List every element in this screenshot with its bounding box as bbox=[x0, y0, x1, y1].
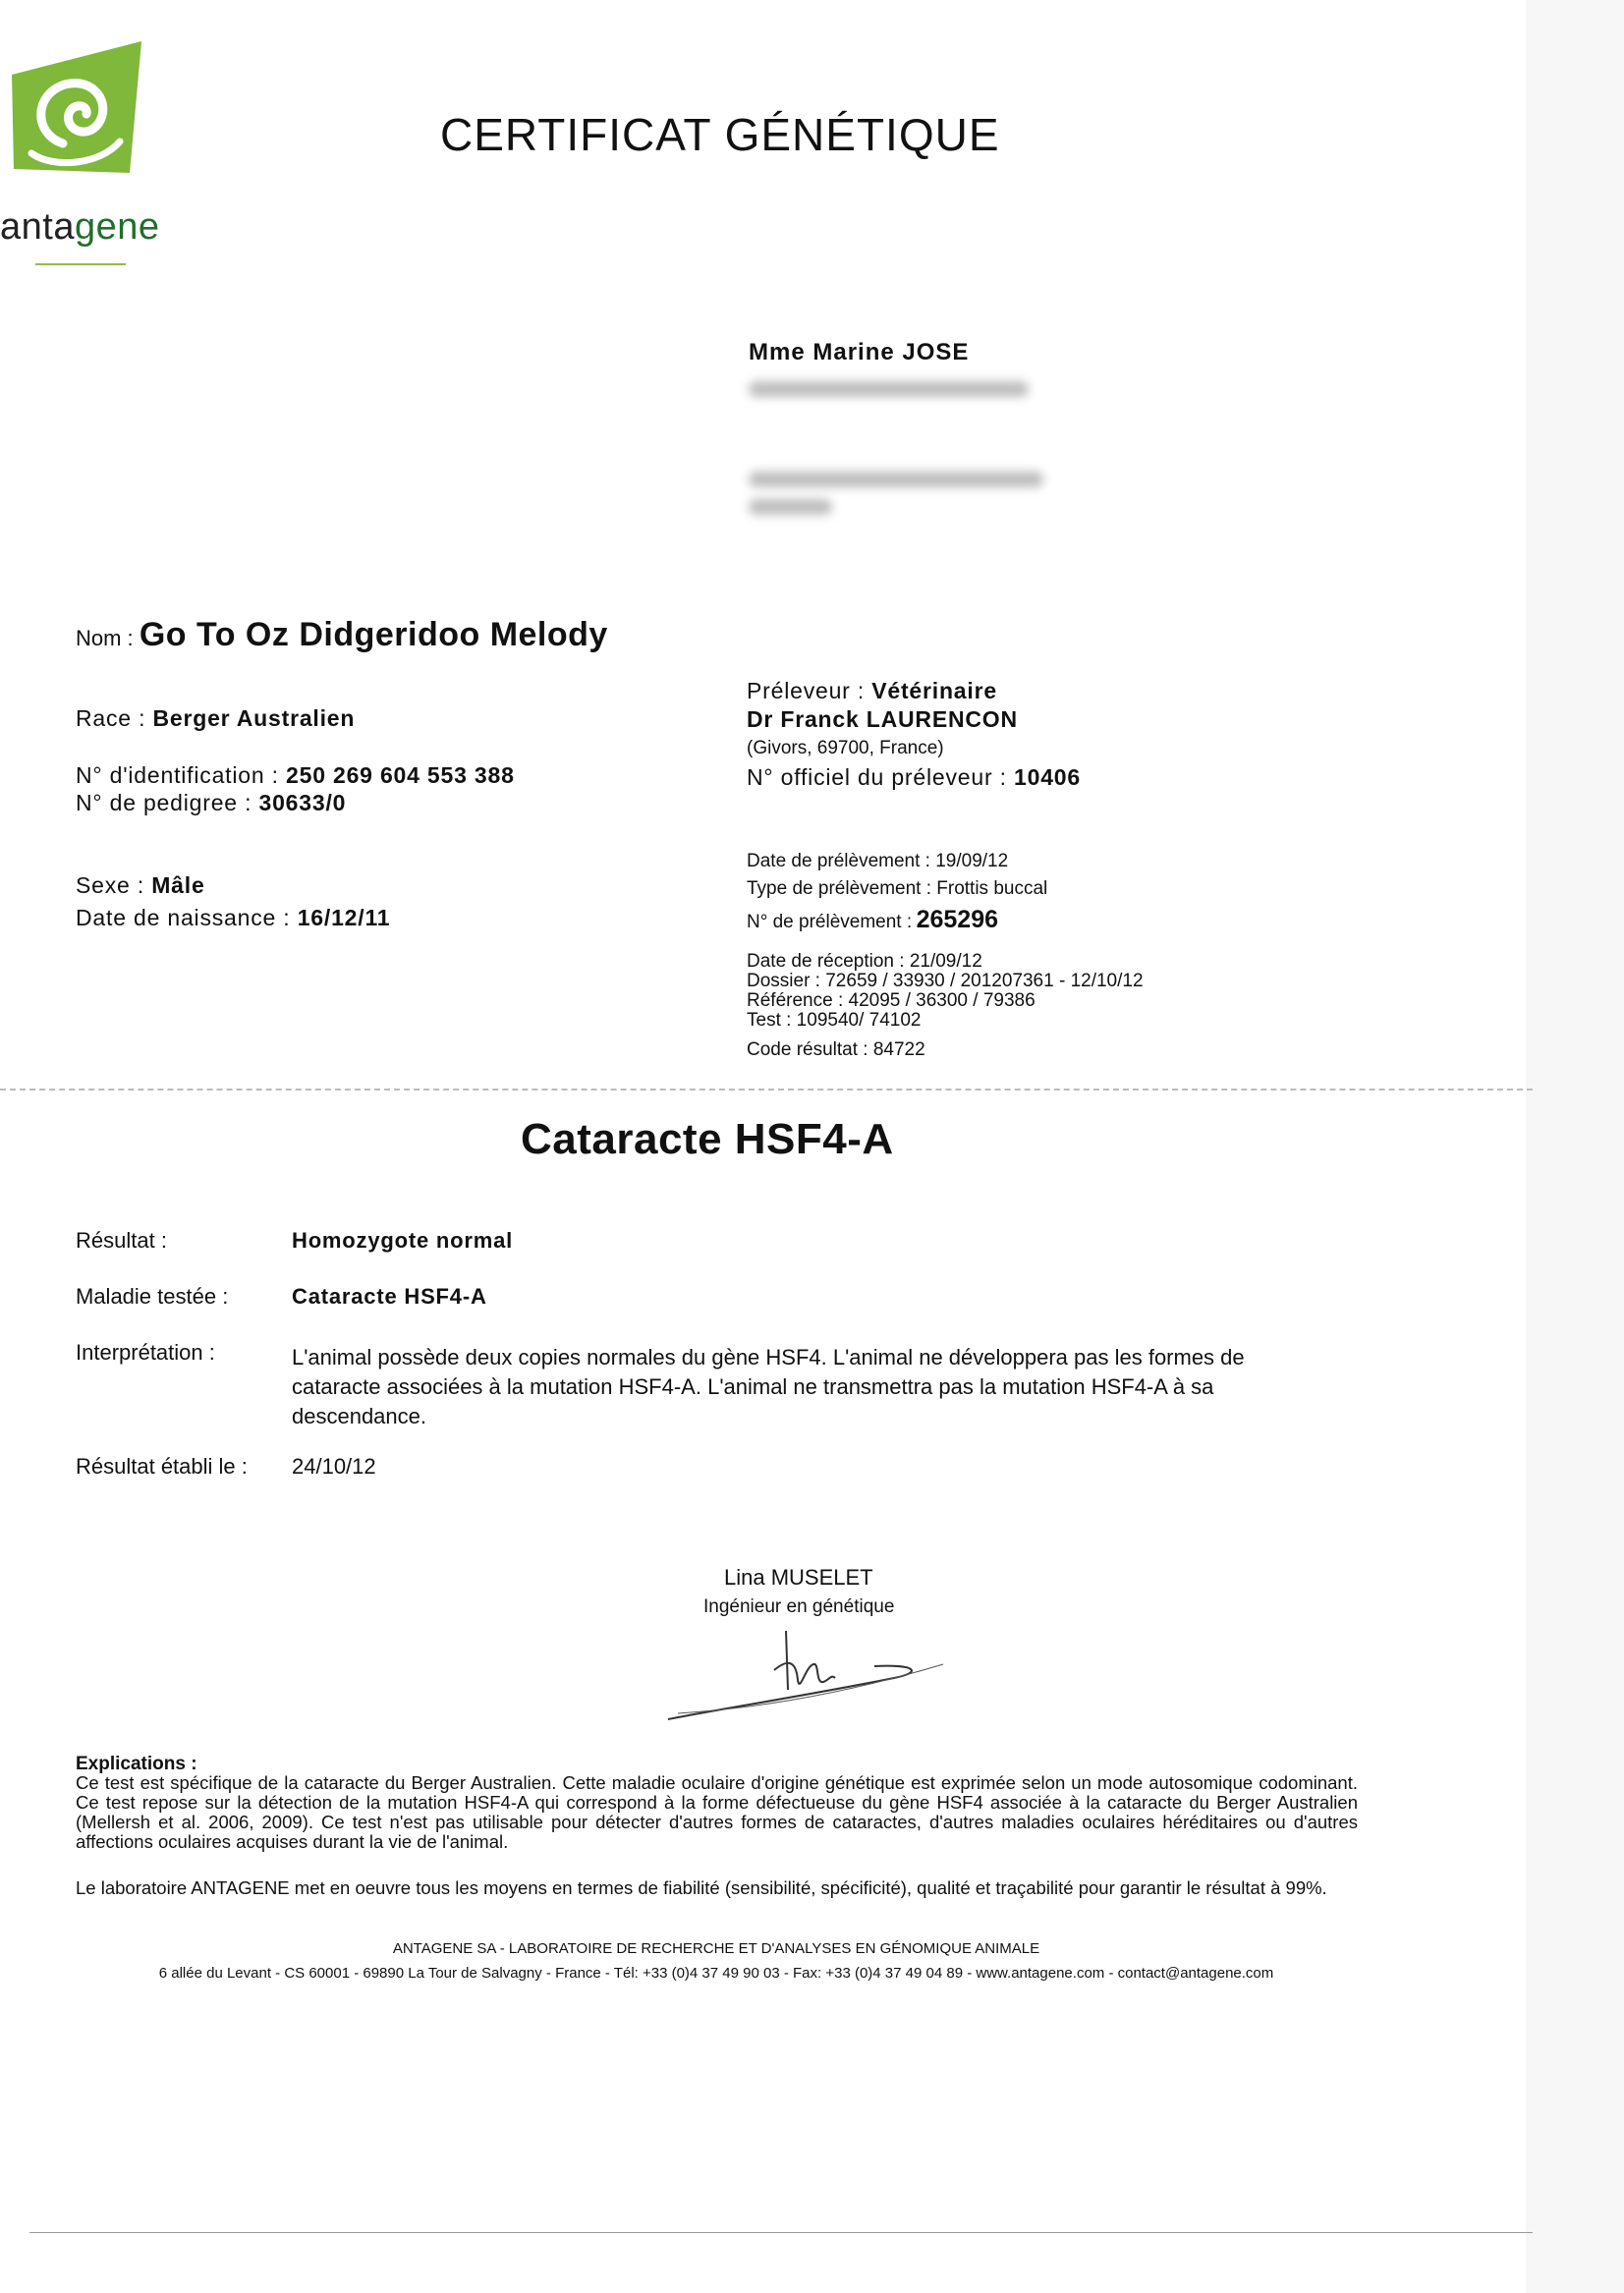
signatory-name: Lina MUSELET bbox=[724, 1565, 873, 1590]
interpretation-label: Interprétation : bbox=[76, 1340, 215, 1365]
identification-row bbox=[76, 762, 515, 789]
preleveur-label: Préleveur : bbox=[747, 678, 866, 703]
interpretation-value: L'animal possède deux copies normales du gène HSF4. L'animal ne développera pas les formes de cataracte associées à la mutation HSF4-A. L'animal ne transmettra pas la mutation HSF4-A à sa descendance. bbox=[292, 1345, 1245, 1428]
type-prelevement: Type de prélèvement : Frottis buccal bbox=[747, 878, 1048, 899]
preleveur-doctor: Dr Franck LAURENCON bbox=[747, 706, 1018, 732]
logo-wordmark: antagene bbox=[0, 206, 160, 248]
logo-underline bbox=[35, 263, 126, 265]
naissance-row bbox=[76, 905, 390, 931]
nom-label: Nom : bbox=[76, 626, 134, 650]
footer-company: ANTAGENE SA - LABORATOIRE DE RECHERCHE ET D'ANALYSES EN GÉNOMIQUE ANIMALE bbox=[392, 1940, 1040, 1957]
date-reception: Date de réception : 21/09/12 bbox=[747, 951, 982, 972]
resultat-label: Résultat : bbox=[76, 1228, 167, 1253]
sexe-value: Mâle bbox=[151, 872, 205, 898]
footer-address: 6 allée du Levant - CS 60001 - 69890 La Tour de Salvagny - France - Tél: +33 (0)4 37 49 90 03 - Fax: +33 (0)4 37 49 04 89 - www.antagene.com - contact@antagene.com bbox=[158, 1965, 1274, 1982]
sexe-row bbox=[76, 872, 205, 899]
explications-paragraph-2: Le laboratoire ANTAGENE met en oeuvre tous les moyens en termes de fiabilité (sensibilité, spécificité), qualité et traçabilité pour garantir le résultat à 99%. bbox=[76, 1877, 1327, 1898]
page-bottom-rule bbox=[29, 2232, 1533, 2233]
handwritten-signature bbox=[658, 1621, 953, 1729]
pedigree-label: N° de pedigree : bbox=[76, 790, 252, 815]
race-value: Berger Australien bbox=[152, 705, 356, 731]
nom-value: Go To Oz Didgeridoo Melody bbox=[139, 616, 608, 653]
etabli-label: Résultat établi le : bbox=[76, 1454, 248, 1479]
page-title: CERTIFICAT GÉNÉTIQUE bbox=[440, 109, 1000, 160]
date-prelevement: Date de prélèvement : 19/09/12 bbox=[747, 851, 1009, 871]
preleveur-row bbox=[747, 678, 997, 704]
maladie-label: Maladie testée : bbox=[76, 1284, 229, 1309]
race-label: Race : bbox=[76, 705, 146, 731]
scan-edge bbox=[1526, 0, 1624, 2293]
code-resultat: Code résultat : 84722 bbox=[747, 1039, 925, 1060]
antagene-logo bbox=[0, 29, 187, 246]
preleveur-value: Vétérinaire bbox=[871, 678, 997, 703]
resultat-value: Homozygote normal bbox=[292, 1228, 514, 1253]
pedigree-row bbox=[76, 790, 346, 816]
owner-name: Mme Marine JOSE bbox=[749, 339, 970, 365]
preleveur-officiel-label: N° officiel du préleveur : bbox=[747, 764, 1007, 790]
explications-paragraph-1: Ce test est spécifique de la cataracte du Berger Australien. Cette maladie oculaire d'origine génétique est exprimée selon un mode autosomique codominant. Ce test repose sur la détection de la mutation HSF4-A qui correspond à la forme défectueuse du gène HSF4 associée à la cataracte du Berger Australien (Mellersh et al. 2006, 2009). Ce test n'est pas utilisable pour détecter d'autres formes de cataractes, d'autres maladies oculaires héréditaires ou d'autres affections oculaires acquises durant la vie de l'animal. bbox=[76, 1772, 1358, 1852]
test-number: Test : 109540/ 74102 bbox=[747, 1010, 922, 1031]
section-divider bbox=[0, 1089, 1533, 1091]
redacted-address-2 bbox=[749, 472, 1043, 487]
preleveur-officiel-row bbox=[747, 764, 1081, 791]
nom-row bbox=[76, 616, 608, 654]
sexe-label: Sexe : bbox=[76, 872, 145, 898]
num-prelevement-label: N° de prélèvement : bbox=[747, 912, 913, 932]
num-prelevement-row bbox=[747, 906, 998, 934]
identification-label: N° d'identification : bbox=[76, 762, 279, 788]
naissance-label: Date de naissance : bbox=[76, 905, 291, 930]
section-title: Cataracte HSF4-A bbox=[521, 1115, 894, 1163]
explications-title: Explications : bbox=[76, 1754, 197, 1774]
preleveur-officiel-value: 10406 bbox=[1014, 764, 1081, 790]
preleveur-location: (Givors, 69700, France) bbox=[747, 738, 944, 758]
num-prelevement-value: 265296 bbox=[916, 906, 999, 933]
redacted-address-1 bbox=[749, 381, 1029, 397]
signatory-role: Ingénieur en génétique bbox=[703, 1596, 895, 1617]
pedigree-value: 30633/0 bbox=[258, 790, 347, 815]
reference: Référence : 42095 / 36300 / 79386 bbox=[747, 990, 1036, 1011]
race-row bbox=[76, 705, 355, 732]
etabli-value: 24/10/12 bbox=[292, 1454, 376, 1479]
dossier: Dossier : 72659 / 33930 / 201207361 - 12/10/12 bbox=[747, 971, 1144, 991]
naissance-value: 16/12/11 bbox=[297, 905, 391, 930]
logo-swirl-icon bbox=[4, 35, 161, 193]
identification-value: 250 269 604 553 388 bbox=[286, 762, 515, 788]
redacted-address-3 bbox=[749, 499, 832, 515]
maladie-value: Cataracte HSF4-A bbox=[292, 1284, 487, 1309]
